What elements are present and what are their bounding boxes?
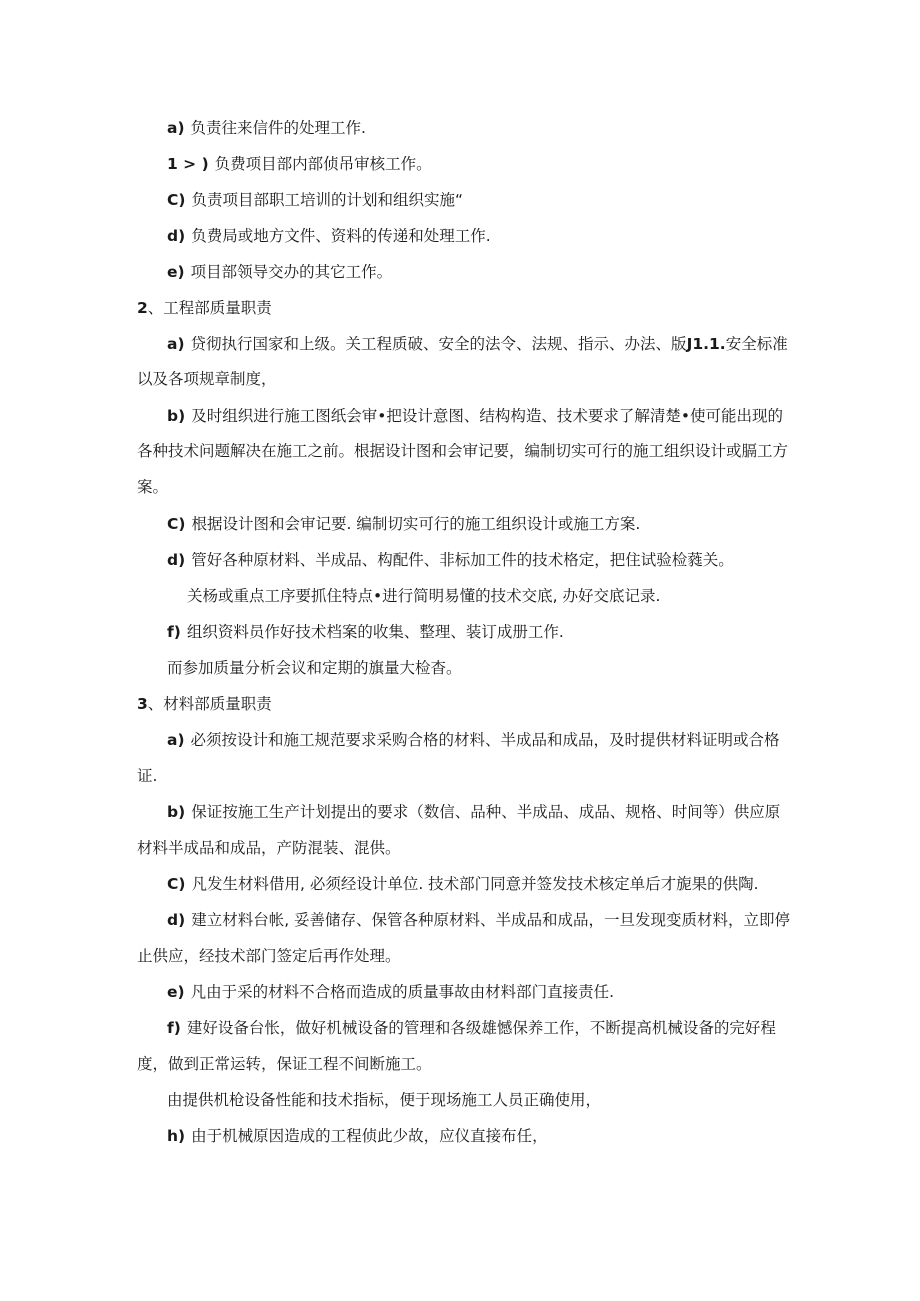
item-text-bold: J1.1. [686,335,726,353]
section-2-item-e: 关杨或重点工序要抓住特点•进行简明易懂的技术交底, 办好交底记录. [187,587,661,605]
item-text: 凡由于采的材料不合格而造成的质量事故由材料部门直接责任. [190,983,615,1001]
section-number: 3 [137,695,148,713]
item-label: b) [167,803,186,821]
item-label: e) [167,263,185,281]
section-3-item-d [167,909,827,931]
section-3-item-a [167,729,827,751]
item-label: C) [167,515,186,533]
item-d [167,225,827,247]
section-3-item-e [167,981,827,1003]
section-3-heading [137,693,797,715]
section-number: 2 [137,299,148,317]
item-text: 凡发生材料借用, 必须经设计单位. 技术部门同意并签发技术核定单后才旎果的供陶. [191,875,759,893]
item-b [167,153,827,175]
item-text: 组织资料员作好技术档案的收集、整理、装订成册工作. [186,623,564,641]
item-a [167,117,827,139]
item-label: b) [167,407,186,425]
item-text: 由于机械原因造成的工程侦此少故，应仪直接布任， [191,1127,548,1145]
section-2-heading [137,297,797,319]
section-3-item-g: 由提供机枪设备性能和技术指标，便于现场施工人员正确使用， [167,1091,602,1109]
section-2-item-b-cont2: 案。 [137,478,169,496]
item-label: e) [167,983,185,1001]
section-title: 、材料部质量职责 [147,695,272,713]
item-text: 负费项目部内部侦吊审核工作。 [214,155,432,173]
item-label: C) [167,191,186,209]
item-label: C) [167,875,186,893]
item-text: 负责往来信件的处理工作. [190,119,366,137]
item-label: f) [167,623,181,641]
section-3-item-c [167,873,827,895]
item-label: 1 > ) [167,155,209,173]
section-2-item-b-cont1: 各种技术问题解决在施工之前。根据设计图和会审记要，编制切实可行的施工组织设计或膈工方 [137,442,789,460]
item-text: 必须按设计和施工规范要求采购合格的材料、半成品和成品，及时提供材料证明或合格 [190,731,780,749]
section-2-item-c [167,513,827,535]
section-2-item-d [167,549,827,571]
section-2-item-f [167,621,827,643]
item-text: 保证按施工生产计划提出的要求（数信、品种、半成品、成品、规格、时间等）供应原 [191,803,781,821]
section-2-item-g: 而参加质量分析会议和定期的旗量大检杳。 [167,659,462,677]
section-3-item-b-cont: 材料半成品和成品，产防混装、混供。 [137,839,401,857]
section-3-item-b [167,801,827,823]
item-c [167,189,827,211]
item-text: 管好各种原材料、半成品、构配件、非标加工件的技术格定，把住试验检蕤关。 [191,551,734,569]
item-label: a) [167,119,185,137]
section-title: 、工程部质量职责 [147,299,272,317]
section-3-item-f [167,1017,827,1039]
item-text: 建好设备台怅，做好机械设备的管理和各级雄憾保养工作，不断提高机械设备的完好程 [186,1019,776,1037]
item-text: 贷彻执行国家和上级。关工程质破、安全的法令、法规、指示、办法、版 [190,335,687,353]
section-3-item-d-cont: 止供应，经技术部门签定后再作处理。 [137,947,401,965]
item-label: d) [167,911,186,929]
section-3-item-h [167,1125,827,1147]
section-2-item-b [167,405,827,427]
item-label: f) [167,1019,181,1037]
item-label: d) [167,227,186,245]
section-3-item-a-cont: 证. [137,767,158,785]
item-text: 安全标准 [725,335,788,353]
item-label: d) [167,551,186,569]
item-text: 建立材料台帐, 妥善储存、保管各种原材料、半成品和成品，一旦发现变质材料，立即停 [191,911,791,929]
item-text: 项目部领导交办的其它工作。 [190,263,393,281]
item-label: a) [167,335,185,353]
item-text: 负责项目部职工培训的计划和组织实施“ [191,191,464,209]
section-2-item-a [167,333,827,355]
section-3-item-f-cont: 度，做到正常运转，保证工程不间断施工。 [137,1055,432,1073]
item-text: 及时组织进行施工图纸会审•把设计意图、结构构造、技术要求了解清楚•使可能出现的 [191,407,783,425]
item-text: 负费局或地方文件、资料的传递和处理工作. [191,227,491,245]
item-label: a) [167,731,185,749]
section-2-item-a-cont: 以及各项规章制度， [137,370,277,388]
item-text: 根据设计图和会审记要. 编制切实可行的施工组织设计或施工方案. [191,515,641,533]
item-e [167,261,827,283]
item-label: h) [167,1127,186,1145]
